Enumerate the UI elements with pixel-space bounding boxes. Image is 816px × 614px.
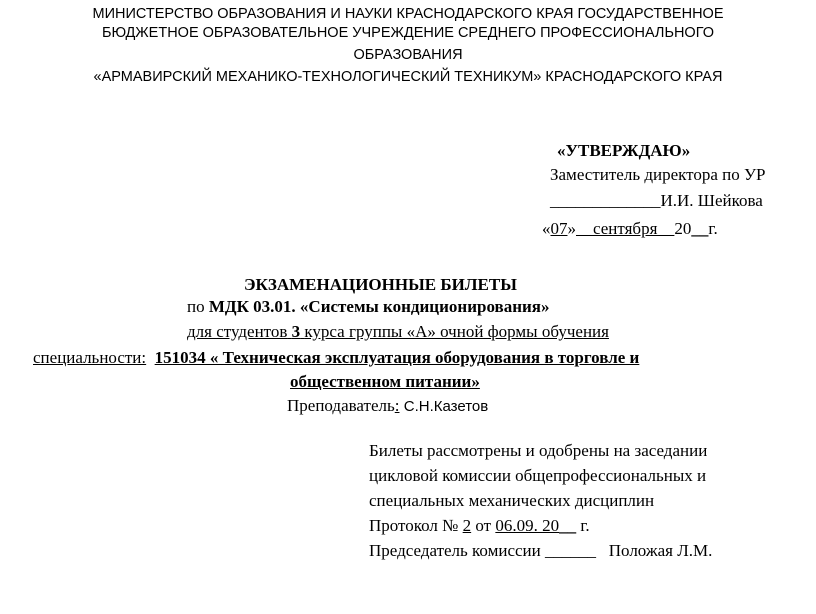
- chair-label: Председатель комиссии: [369, 541, 546, 560]
- chair-name: Положая Л.М.: [596, 541, 713, 560]
- audience-part-2: курса группы «А» очной формы обучения: [304, 322, 609, 341]
- specialty-label: специальности:: [33, 348, 147, 367]
- review-line-2: цикловой комиссии общепрофессиональных и: [369, 466, 707, 485]
- date-open-quote: «: [542, 219, 551, 238]
- approval-position: Заместитель директора по УР: [550, 165, 766, 184]
- header-line-4: «АРМАВИРСКИЙ МЕХАНИКО-ТЕХНОЛОГИЧЕСКИЙ ТЕХНИКУМ» КРАСНОДАРСКОГО КРАЯ: [93, 69, 723, 85]
- approval-date: [542, 219, 718, 239]
- audience-line: [187, 322, 609, 342]
- teacher-line: [287, 396, 488, 416]
- approval-signature-line: [550, 191, 763, 211]
- protocol-suffix: г.: [576, 516, 590, 535]
- date-close-quote: »: [567, 219, 576, 238]
- protocol-from: от: [471, 516, 496, 535]
- review-line-1: Билеты рассмотрены и одобрены на заседании: [369, 441, 708, 460]
- date-year-blank: __: [691, 219, 709, 238]
- header-line-3: ОБРАЗОВАНИЯ: [353, 47, 463, 63]
- chair-line: [369, 541, 712, 561]
- date-year-prefix: 20: [674, 219, 692, 238]
- protocol-date: 06.09. 20: [495, 516, 560, 535]
- specialty-line-1: [33, 348, 639, 368]
- protocol-blank: __: [559, 516, 577, 535]
- subject-name: МДК 03.01. «Системы кондиционирования»: [208, 297, 550, 316]
- subject-line: [187, 297, 549, 317]
- header-line-1: МИНИСТЕРСТВО ОБРАЗОВАНИЯ И НАУКИ КРАСНОДАРСКОГО КРАЯ ГОСУДАРСТВЕННОЕ: [92, 6, 724, 22]
- teacher-label: Преподаватель: [287, 396, 395, 415]
- teacher-name: С.Н.Казетов: [403, 398, 489, 415]
- audience-part-1: для студентов: [187, 322, 288, 341]
- chair-blank: ______: [545, 541, 597, 560]
- protocol-label: Протокол №: [369, 516, 463, 535]
- specialty-line-2: общественном питании»: [290, 372, 480, 391]
- approval-signer: И.И. Шейкова: [660, 191, 763, 210]
- date-day: 07: [550, 219, 568, 238]
- teacher-colon: :: [394, 396, 400, 415]
- date-suffix: г.: [708, 219, 718, 238]
- date-month: сентября: [576, 219, 675, 238]
- document-title: ЭКЗАМЕНАЦИОННЫЕ БИЛЕТЫ: [244, 275, 517, 294]
- course-number: 3: [291, 322, 301, 341]
- header-line-2: БЮДЖЕТНОЕ ОБРАЗОВАТЕЛЬНОЕ УЧРЕЖДЕНИЕ СРЕДНЕГО ПРОФЕССИОНАЛЬНОГО: [101, 25, 715, 41]
- signature-blank: _____________: [550, 191, 661, 210]
- approval-heading: «УТВЕРЖДАЮ»: [557, 141, 691, 160]
- protocol-number: 2: [462, 516, 472, 535]
- protocol-line: [369, 516, 590, 536]
- specialty-name-1: 151034 « Техническая эксплуатация оборудования в торговле и: [154, 348, 640, 367]
- subject-prefix: по: [187, 297, 205, 316]
- review-line-3: специальных механических дисциплин: [369, 491, 655, 510]
